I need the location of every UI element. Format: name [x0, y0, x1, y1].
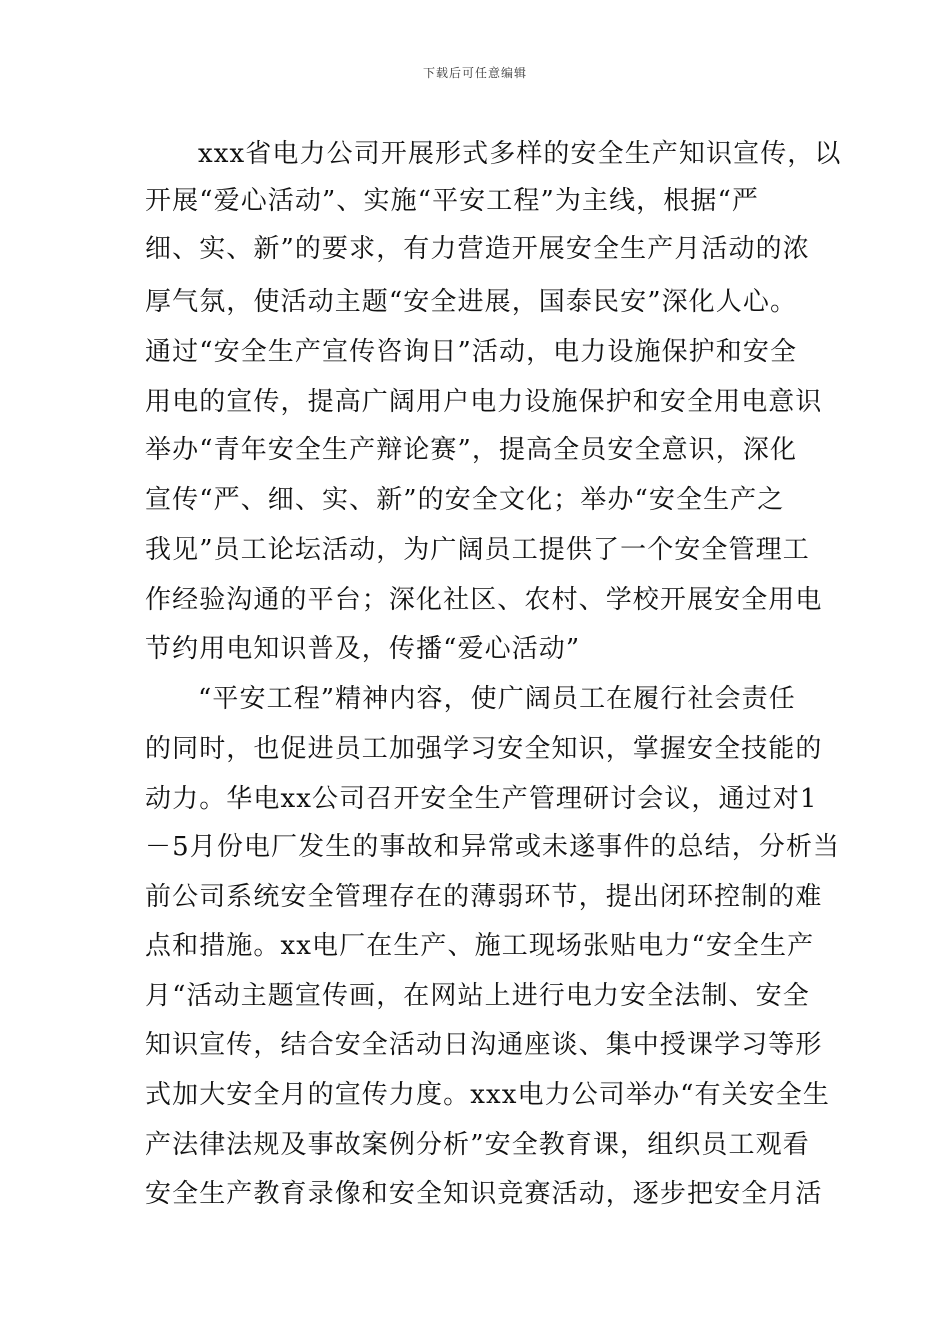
text-line: 前公司系统安全管理存在的薄弱环节，提出闭环控制的难 — [145, 882, 823, 912]
text-line: 节约用电知识普及，传播“爱心活动” — [145, 634, 581, 664]
text-line: 月“活动主题宣传画，在网站上进行电力安全法制、安全 — [145, 981, 810, 1011]
text-line: “平安工程”精神内容，使广阔员工在履行社会责任 — [198, 684, 796, 714]
text-line: 产法律法规及事故案例分析”安全教育课，组织员工观看 — [145, 1130, 810, 1160]
text-line: 开展“爱心活动”、实施“平安工程”为主线，根据“严 — [145, 186, 759, 216]
text-line: 举办“青年安全生产辩论赛”，提高全员安全意识，深化 — [145, 435, 798, 465]
text-line: 式加大安全月的宣传力度。xxx电力公司举办“有关安全生 — [145, 1080, 830, 1110]
text-line: 安全生产教育录像和安全知识竞赛活动，逐步把安全月活 — [145, 1179, 823, 1209]
text-line: 宣传“严、细、实、新”的安全文化；举办“安全生产之 — [145, 485, 785, 515]
page-header: 下载后可任意编辑 — [422, 66, 527, 80]
text-line: 动力。华电xx公司召开安全生产管理研讨会议，通过对1 — [145, 784, 818, 814]
text-line: 细、实、新”的要求，有力营造开展安全生产月活动的浓 — [145, 234, 810, 264]
text-line: 作经验沟通的平台；深化社区、农村、学校开展安全用电 — [145, 585, 823, 615]
text-line: 我见”员工论坛活动，为广阔员工提供了一个安全管理工 — [145, 535, 810, 565]
text-line: 通过“安全生产宣传咨询日”活动，电力设施保护和安全 — [145, 337, 798, 367]
text-line: 知识宣传，结合安全活动日沟通座谈、集中授课学习等形 — [145, 1030, 823, 1060]
text-line: 点和措施。xx电厂在生产、施工现场张贴电力“安全生产 — [145, 931, 815, 961]
text-line: 厚气氛，使活动主题“安全进展，国泰民安”深化人心。 — [145, 287, 798, 317]
text-line: －5月份电厂发生的事故和异常或未遂事件的总结，分析当 — [145, 832, 841, 862]
text-line: xxx省电力公司开展形式多样的安全生产知识宣传，以 — [198, 139, 842, 169]
text-line: 用电的宣传，提高广阔用户电力设施保护和安全用电意识 — [145, 387, 823, 417]
text-line: 的同时，也促进员工加强学习安全知识，掌握安全技能的 — [145, 734, 823, 764]
